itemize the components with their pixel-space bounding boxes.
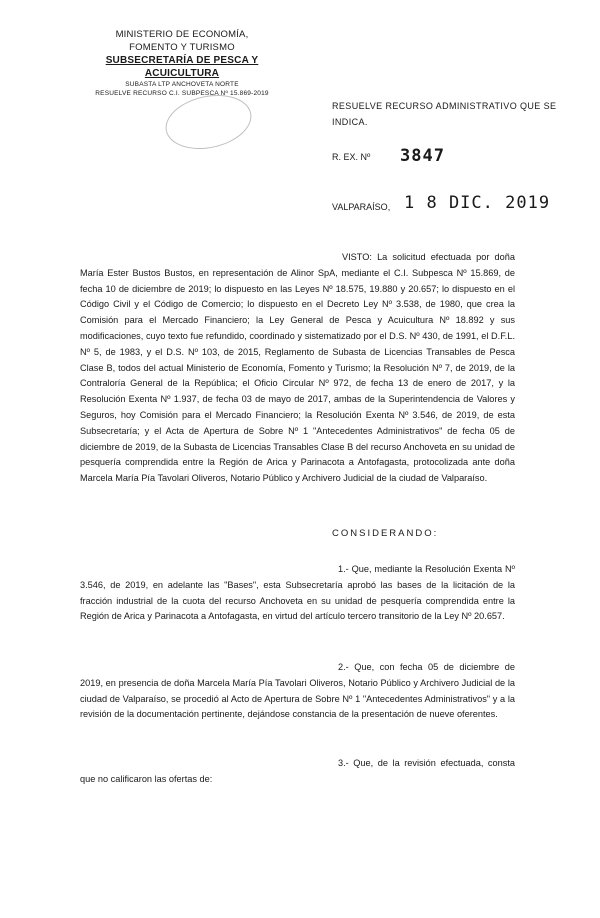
header-ministry-2: FOMENTO Y TURISMO <box>129 42 235 53</box>
considerando-3-body: calificaron las ofertas de: <box>110 773 213 784</box>
place-label: VALPARAÍSO, <box>332 202 391 212</box>
visto-lead: VISTO: La solicitud efectuada por doña María <box>80 252 515 278</box>
considerando-2-body: presencia de doña Marcela María Pía Tavolari Oliveros, Notario Público y Archivero Judicial de la ciudad de Valparaíso, se procedió al Acto de Apertura de Sobre Nº 1 "Antecedentes Administrativos" y a la revisión de la documentación pertinente, dejándose constancia de la presentación de nueve oferentes. <box>80 677 515 720</box>
rex-label: R. EX. Nº <box>332 152 371 162</box>
header-ministry: MINISTERIO DE ECONOMÍA, <box>115 29 249 40</box>
header-recurso: RESUELVE RECURSO C.I. SUBPESCA Nº 15.869-2019 <box>95 90 269 97</box>
considerando-2 <box>80 660 515 723</box>
visto-paragraph <box>80 250 515 487</box>
date-stamp: 1 8 DIC. 2019 <box>404 193 551 213</box>
resolution-subject: RESUELVE RECURSO ADMINISTRATIVO QUE SE INDICA. <box>332 101 557 127</box>
considerando-3 <box>80 756 515 788</box>
institution-header <box>72 28 292 98</box>
considerando-heading: CONSIDERANDO: <box>332 528 439 539</box>
considerando-3-lead: 3.- Que, de la revisión efectuada, consta que no <box>80 758 515 784</box>
visto-body: Ester Bustos Bustos, en representación de Alinor SpA, mediante el C.I. Subpesca Nº 15.869, de fecha 10 de diciembre de 2019; lo dispuesto en las Leyes Nº 18.575, 19.880 y 20.657; lo dispuesto en el Código Civil y el Código de Comercio; lo dispuesto en el Decreto Ley Nº 3.538, de 1980, que crea la Comisión para el Mercado Financiero; la Ley General de Pesca y Acuicultura Nº 18.892 y sus modificaciones, cuyo texto fue refundido, coordinado y sistematizado por el D.S. Nº 430, de 1991, el D.F.L. Nº 5, de 1983, y el D.S. Nº 103, de 2015, Reglamento de Subasta de Licencias Transables de Pesca Clase B, todos del actual Ministerio de Economía, Fomento y Turismo; la Resolución Nº 7, de 2019, de la Contraloría General de la República; el Oficio Circular Nº 972, de fecha 13 de enero de 2017, y la Resolución Exenta Nº 1.937, de fecha 03 de mayo de 2017, ambas de la Superintendencia de Valores y Seguros, hoy Comisión para el Mercado Financiero; la Resolución Exenta Nº 3.546, de 2019, de esta Subsecretaría; y el Acta de Apertura de Sobre Nº 1 "Antecedentes Administrativos" de fecha 05 de diciembre de 2019, de la Subasta de Licencias Transables Clase B del recurso Anchoveta en su unidad de pesquería comprendida entre la Región de Arica y Parinacota a Antofagasta, protocolizada ante doña Marcela María Pía Tavolari Oliveros, Notario Público y Archivero Judicial de la ciudad de Valparaíso. <box>80 267 515 484</box>
considerando-1-lead: 1.- Que, mediante la Resolución Exenta Nº <box>338 564 515 574</box>
rex-number: 3847 <box>400 146 445 166</box>
header-subsecretaria: SUBSECRETARÍA DE PESCA Y ACUICULTURA <box>105 55 259 79</box>
considerando-2-lead: 2.- Que, con fecha 05 de diciembre de 2019, en <box>80 662 515 688</box>
considerando-1 <box>80 562 515 625</box>
considerando-1-body: 3.546, de 2019, en adelante las "Bases", esta Subsecretaría aprobó las bases de la licitación de la fracción industrial de la cuota del recurso Anchoveta en su unidad de pesquería comprendida entre la Región de Arica y Parinacota a Antofagasta, en virtud del artículo tercero transitorio de la Ley Nº 20.657. <box>80 579 515 622</box>
header-subasta: SUBASTA LTP ANCHOVETA NORTE <box>125 81 239 88</box>
